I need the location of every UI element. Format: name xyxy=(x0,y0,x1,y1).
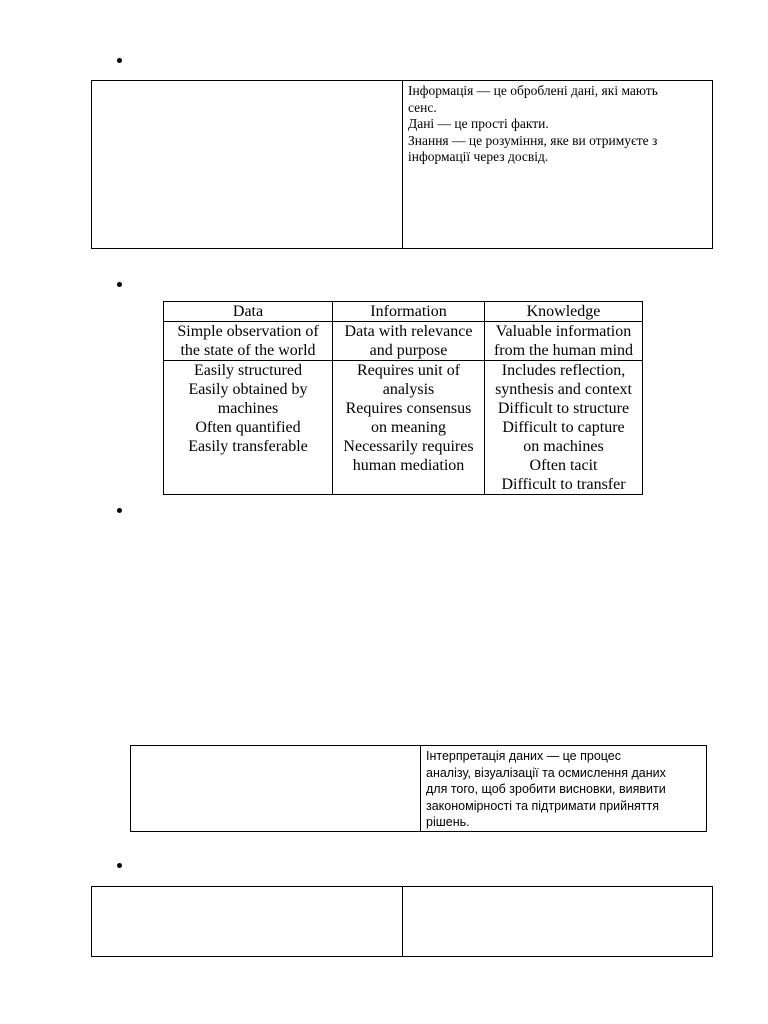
text-line: human mediation xyxy=(352,457,465,474)
text-line: Simple observation of xyxy=(177,323,319,340)
text-line: Requires unit of xyxy=(356,362,461,379)
text-line: рішень. xyxy=(426,815,470,829)
text-line: Знання — це розуміння, яке ви отримуєте з xyxy=(408,132,658,148)
empty-table xyxy=(91,886,713,957)
text-line: on machines xyxy=(523,438,604,455)
characteristics-information xyxy=(333,361,485,495)
text-line: Often tacit xyxy=(529,457,598,474)
text-line: machines xyxy=(217,400,279,417)
definition-information xyxy=(333,322,485,361)
info-definition-left-cell xyxy=(92,81,403,249)
text-line: Easily structured xyxy=(194,362,302,379)
definition-data xyxy=(164,322,333,361)
text-line: on meaning xyxy=(370,419,447,436)
data-information-knowledge-table xyxy=(163,301,643,495)
text-line: Valuable information xyxy=(495,323,632,340)
text-line: Requires consensus xyxy=(345,400,472,417)
text-line: Easily obtained by xyxy=(188,381,308,398)
text-line: synthesis and context xyxy=(495,381,632,398)
text-line: сенс. xyxy=(408,99,437,115)
text-line: Difficult to capture xyxy=(502,419,625,436)
text-line: Difficult to structure xyxy=(497,400,630,417)
text-line: аналізу, візуалізації та осмислення даних xyxy=(426,765,666,780)
text-line: Easily transferable xyxy=(188,438,308,455)
text-line: Often quantified xyxy=(195,419,301,436)
header-data: Data xyxy=(164,302,333,322)
empty-right-cell xyxy=(403,887,713,957)
empty-left-cell xyxy=(92,887,403,957)
text-line: для того, щоб зробити висновки, виявити xyxy=(426,782,666,796)
characteristics-knowledge xyxy=(485,361,643,495)
text-line: Інтерпретація даних — це процес xyxy=(426,749,622,763)
bullet-2 xyxy=(117,282,122,287)
text-line: analysis xyxy=(382,381,435,398)
info-definition-right-cell xyxy=(403,81,713,249)
text-line: from the human mind xyxy=(493,342,634,359)
text-line: Necessarily requires xyxy=(343,438,474,455)
interpretation-right-cell xyxy=(421,746,707,832)
text-line: the state of the world xyxy=(180,342,316,359)
text-line: Інформація — це оброблені дані, які мають xyxy=(408,83,658,98)
text-line: закономірності та підтримати прийняття xyxy=(426,798,660,813)
info-definition-table xyxy=(91,80,713,249)
definition-knowledge xyxy=(485,322,643,361)
interpretation-left-cell xyxy=(131,746,421,832)
text-line: інформації через досвід. xyxy=(408,149,549,164)
text-line: Дані — це прості факти. xyxy=(408,116,549,131)
bullet-3 xyxy=(117,508,122,513)
characteristics-data xyxy=(164,361,333,495)
header-information: Information xyxy=(333,302,485,322)
header-knowledge: Knowledge xyxy=(485,302,643,322)
text-line: Data with relevance xyxy=(344,323,473,340)
text-line: and purpose xyxy=(369,342,448,359)
text-line: Includes reflection, xyxy=(501,362,626,379)
bullet-1 xyxy=(117,58,122,63)
bullet-4 xyxy=(117,863,122,868)
text-line: Difficult to transfer xyxy=(501,476,626,493)
interpretation-table xyxy=(130,745,707,832)
